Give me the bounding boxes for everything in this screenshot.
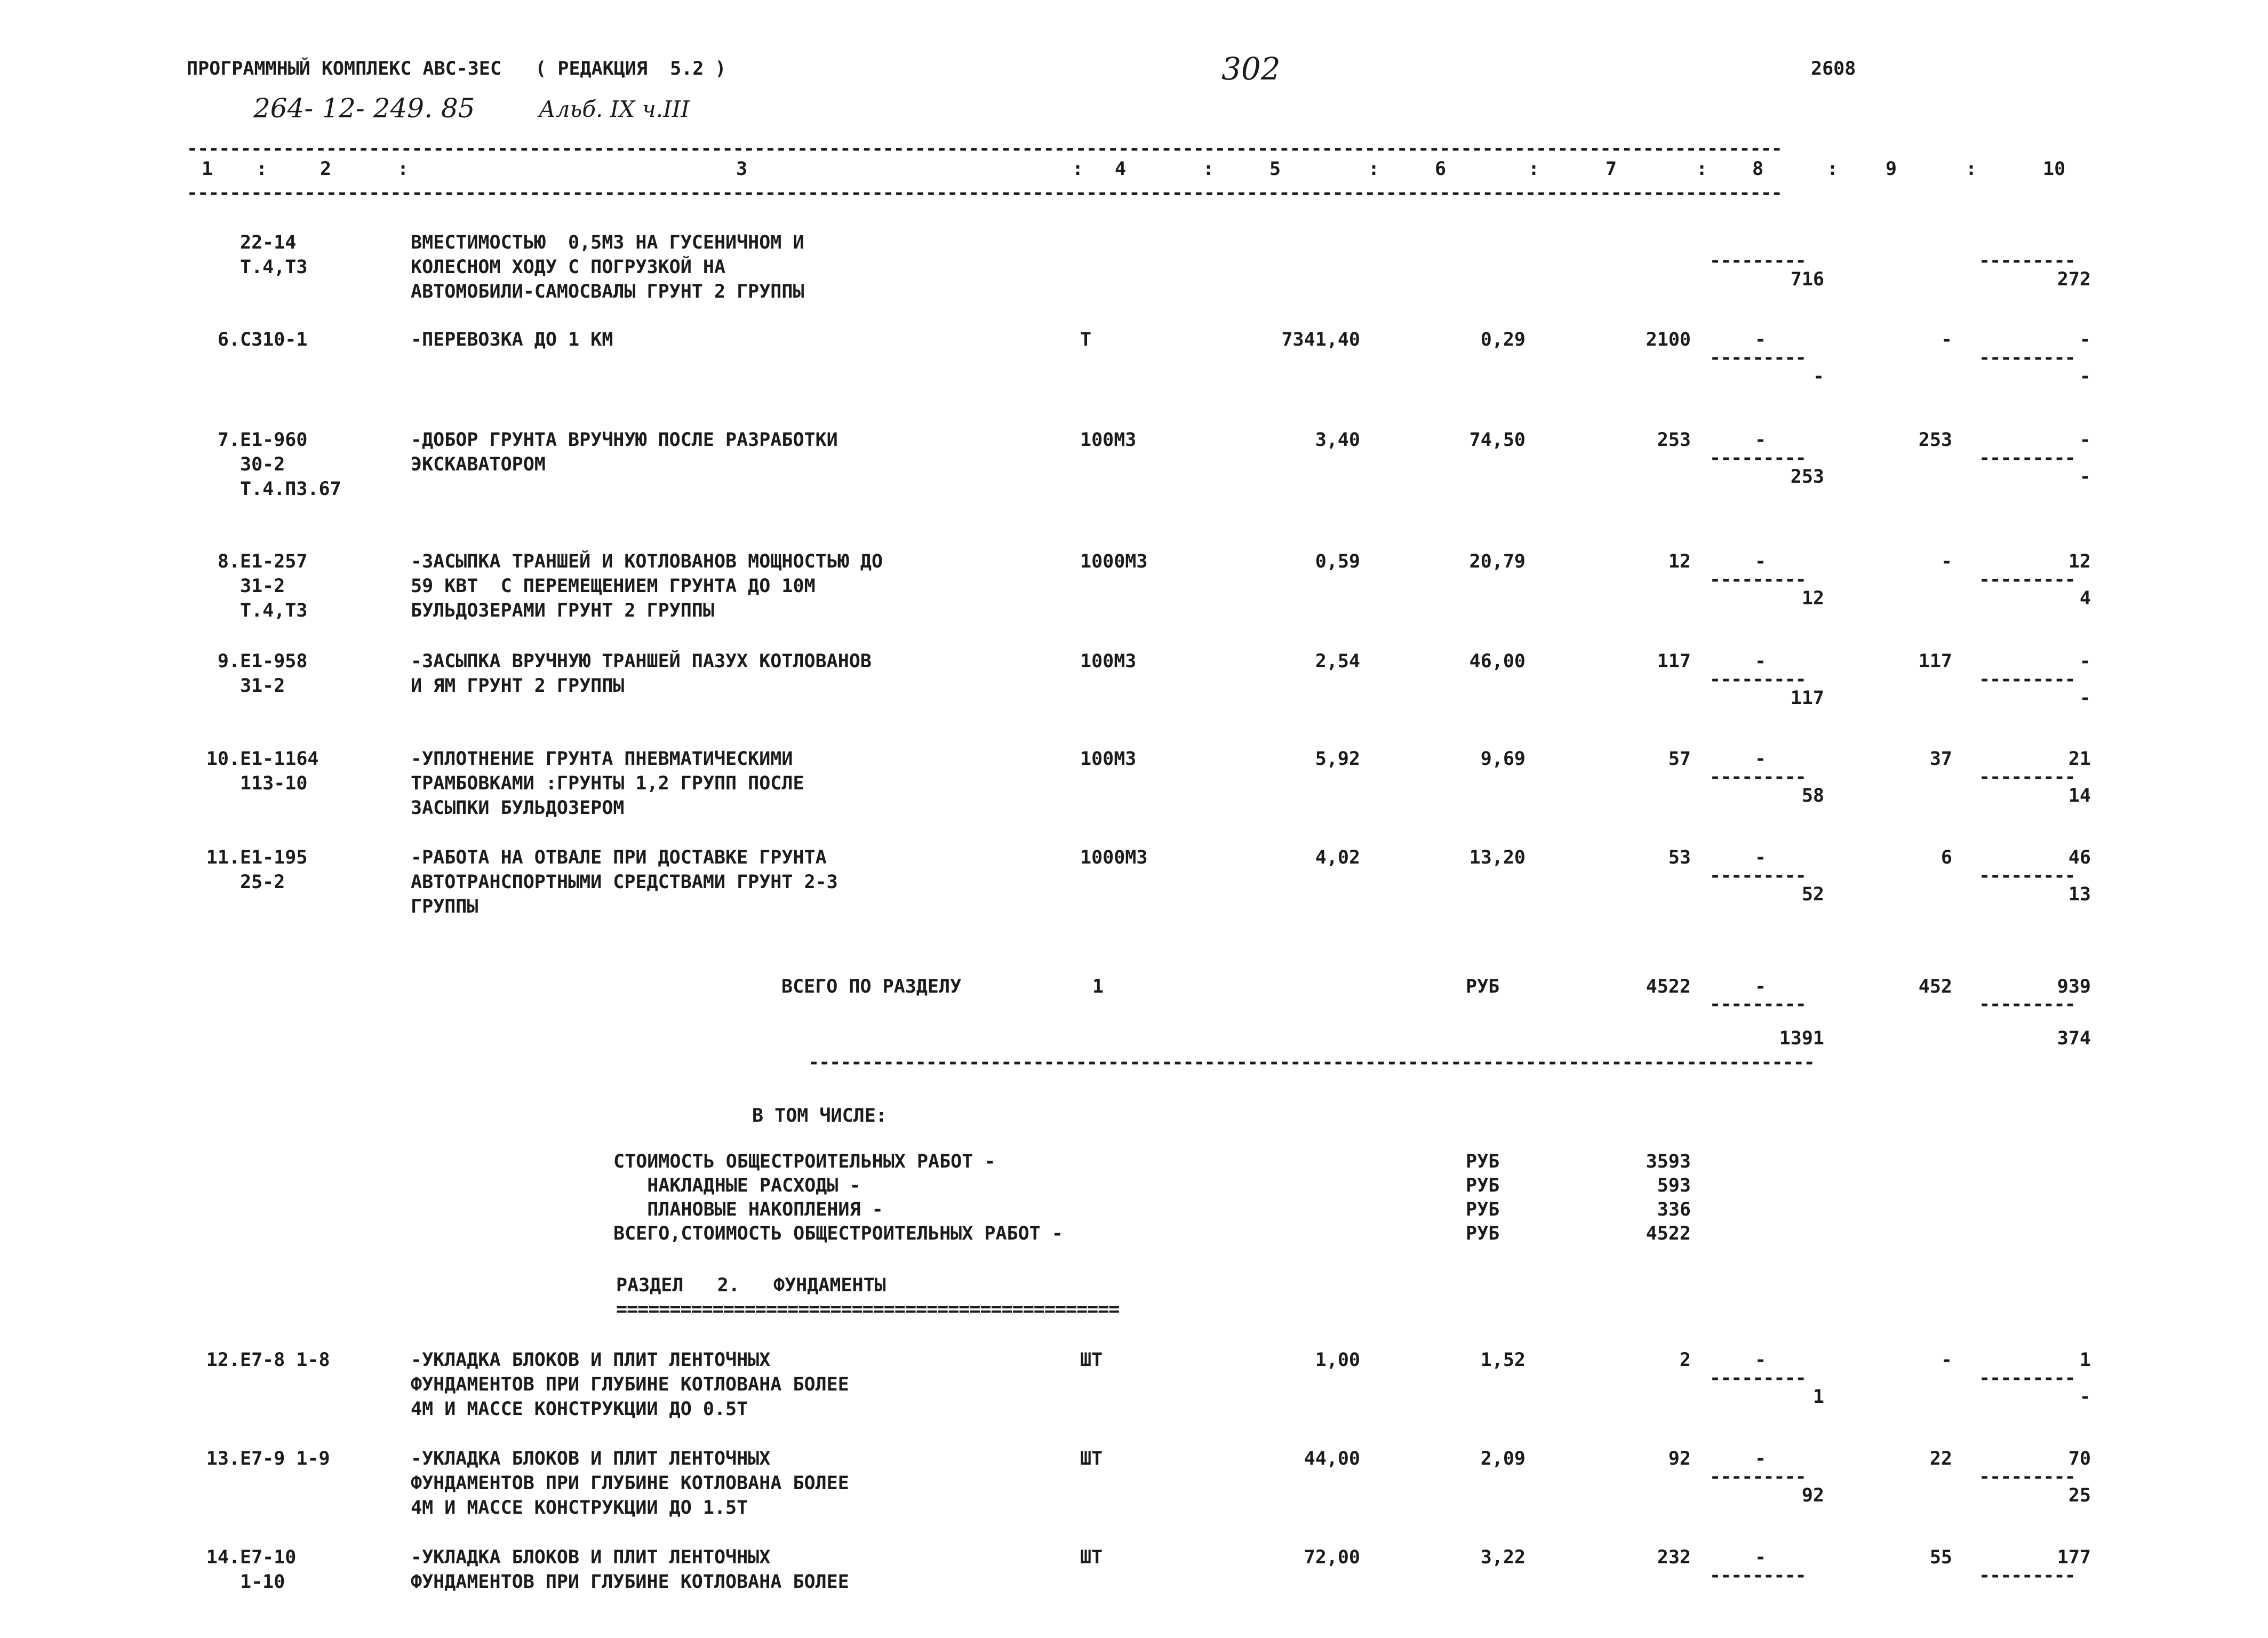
- row-total: 53: [1668, 847, 1691, 868]
- row-unit-price: 46,00: [1469, 651, 1526, 672]
- row-number: 14.: [206, 1547, 240, 1568]
- row-col8-bottom: 253: [1790, 466, 1824, 488]
- column-header-6: 6: [1435, 158, 1447, 180]
- row-code: 22-14 Т.4,Т3: [240, 232, 308, 278]
- section-total-c8-rule: ---------: [1710, 994, 1806, 1015]
- column-separator: :: [1966, 158, 1977, 180]
- row-unit: ШТ: [1080, 1448, 1103, 1469]
- row-col10-bottom: -: [2079, 366, 2091, 387]
- row-col10-rule: ---------: [1979, 347, 2075, 369]
- row-col10-top: 1: [2079, 1349, 2091, 1371]
- row-code: Е1-195 25-2: [240, 847, 308, 893]
- section-total-c10-bottom: 374: [2057, 1028, 2091, 1049]
- row-unit: ШТ: [1080, 1547, 1103, 1568]
- row-col8-bottom: 92: [1801, 1485, 1824, 1506]
- row-col8-rule: ---------: [1710, 766, 1806, 788]
- column-separator: :: [1528, 158, 1540, 180]
- breakdown-heading: В ТОМ ЧИСЛЕ:: [752, 1105, 887, 1126]
- row-unit-price: 3,22: [1480, 1547, 1526, 1568]
- row-quantity: 72,00: [1304, 1547, 1360, 1568]
- row-col8-rule: ---------: [1710, 1368, 1806, 1389]
- section-total-number: 1: [1092, 976, 1104, 997]
- breakdown-value: 4522: [1646, 1223, 1691, 1244]
- row-col8-rule: ---------: [1710, 865, 1806, 886]
- column-separator: :: [397, 158, 409, 180]
- column-separator: :: [1072, 158, 1084, 180]
- row-col8-bottom: 117: [1790, 688, 1824, 709]
- column-header-2: 2: [320, 158, 332, 180]
- row-unit-price: 74,50: [1469, 429, 1526, 451]
- program-header: ПРОГРАММНЫЙ КОМПЛЕКС АВС-3ЕС ( РЕДАКЦИЯ 5.2 ): [187, 58, 726, 79]
- row-col8-bottom: 58: [1801, 785, 1824, 806]
- row-description: -ЗАСЫПКА ВРУЧНУЮ ТРАНШЕЙ ПАЗУХ КОТЛОВАНОВ И ЯМ ГРУНТ 2 ГРУППЫ: [411, 651, 872, 697]
- row-col10-bottom: -: [2079, 1386, 2091, 1408]
- row-col10-top: 46: [2068, 847, 2091, 868]
- row-code: Е1-257 31-2 Т.4,Т3: [240, 551, 308, 621]
- row-unit: 1000М3: [1080, 847, 1148, 868]
- column-header-10: 10: [2043, 158, 2066, 180]
- document-code: 2608: [1811, 58, 1856, 79]
- row-description: -РАБОТА НА ОТВАЛЕ ПРИ ДОСТАВКЕ ГРУНТА АВТОТРАНСПОРТНЫМИ СРЕДСТВАМИ ГРУНТ 2-3 ГРУППЫ: [411, 847, 838, 917]
- column-header-5: 5: [1269, 158, 1281, 180]
- breakdown-unit: РУБ: [1466, 1199, 1500, 1220]
- row-number: 13.: [206, 1448, 240, 1469]
- row-quantity: 4,02: [1315, 847, 1360, 868]
- row-col10-rule: ---------: [1979, 448, 2075, 469]
- row-description: -ДОБОР ГРУНТА ВРУЧНУЮ ПОСЛЕ РАЗРАБОТКИ ЭКСКАВАТОРОМ: [411, 429, 838, 475]
- row-number: 6.: [217, 329, 240, 350]
- row-col8-top: -: [1755, 847, 1767, 868]
- row-col8-bottom: -: [1812, 366, 1824, 387]
- column-header-9: 9: [1886, 158, 1897, 180]
- row-col8-top: -: [1755, 551, 1767, 572]
- row-col10-top: -: [2079, 329, 2091, 350]
- row-col10-rule: ---------: [1979, 1565, 2075, 1586]
- row-unit-price: 13,20: [1469, 847, 1526, 868]
- row-total: 253: [1657, 429, 1691, 451]
- row-unit: 100М3: [1080, 748, 1137, 770]
- row-code: Е7-10 1-10: [240, 1547, 297, 1593]
- row-col8-bottom: 52: [1801, 884, 1824, 905]
- row-col8-rule: ---------: [1710, 569, 1806, 590]
- row-col10-bottom: 25: [2068, 1485, 2091, 1506]
- breakdown-value: 3593: [1646, 1151, 1691, 1172]
- row-col8-rule: ---------: [1710, 347, 1806, 369]
- row-description: -ЗАСЫПКА ТРАНШЕЙ И КОТЛОВАНОВ МОЩНОСТЬЮ ДО 59 КВТ С ПЕРЕМЕЩЕНИЕМ ГРУНТА ДО 10М БУЛЬДОЗЕРАМИ ГРУНТ 2 ГРУППЫ: [411, 551, 883, 621]
- row-quantity: 3,40: [1315, 429, 1360, 451]
- row-col10-rule: ---------: [1979, 766, 2075, 788]
- breakdown-value: 336: [1657, 1199, 1691, 1220]
- row-col8-top: -: [1755, 429, 1767, 451]
- row-number: 8.: [217, 551, 240, 572]
- row-description: -УКЛАДКА БЛОКОВ И ПЛИТ ЛЕНТОЧНЫХ ФУНДАМЕНТОВ ПРИ ГЛУБИНЕ КОТЛОВАНА БОЛЕЕ: [411, 1547, 849, 1593]
- row-description: -УКЛАДКА БЛОКОВ И ПЛИТ ЛЕНТОЧНЫХ ФУНДАМЕНТОВ ПРИ ГЛУБИНЕ КОТЛОВАНА БОЛЕЕ 4М И МАССЕ КОНСТРУКЦИИ ДО 0.5Т: [411, 1349, 849, 1420]
- section-total-label: ВСЕГО ПО РАЗДЕЛУ: [781, 976, 962, 997]
- header-rule-bottom: -----------------------------------------------------------------------------------------------------------------------------------------------------: [187, 182, 1782, 204]
- breakdown-label: НАКЛАДНЫЕ РАСХОДЫ -: [613, 1175, 861, 1196]
- row-col8-top: -: [1755, 1448, 1767, 1469]
- row-code: Е7-8 1-8: [240, 1349, 330, 1371]
- row-unit: 1000М3: [1080, 551, 1148, 572]
- column-header-3: 3: [736, 158, 748, 180]
- row-col8-top: -: [1755, 651, 1767, 672]
- row-col9: 6: [1940, 847, 1952, 868]
- row-col8-top: -: [1755, 748, 1767, 770]
- row-col8-top: -: [1755, 329, 1767, 350]
- row-unit-price: 20,79: [1469, 551, 1526, 572]
- row-col10-rule: ---------: [1979, 250, 2075, 271]
- row-col10-bottom: 13: [2068, 884, 2091, 905]
- row-total: 2: [1679, 1349, 1691, 1371]
- row-col10-rule: ---------: [1979, 1466, 2075, 1488]
- row-quantity: 5,92: [1315, 748, 1360, 770]
- section-total-value: 4522: [1646, 976, 1691, 997]
- row-col10-rule: ---------: [1979, 669, 2075, 690]
- row-unit: 100М3: [1080, 651, 1137, 672]
- row-quantity: 7341,40: [1281, 329, 1360, 350]
- row-description: -УПЛОТНЕНИЕ ГРУНТА ПНЕВМАТИЧЕСКИМИ ТРАМБОВКАМИ :ГРУНТЫ 1,2 ГРУПП ПОСЛЕ ЗАСЫПКИ БУЛЬДОЗЕРОМ: [411, 748, 804, 819]
- section-2-underline: ===============================================: [616, 1299, 1120, 1320]
- row-col8-rule: ---------: [1710, 1565, 1806, 1586]
- row-col8-bottom: 1: [1812, 1386, 1824, 1408]
- row-col9: -: [1940, 551, 1952, 572]
- row-number: 7.: [217, 429, 240, 451]
- row-col8-rule: ---------: [1710, 669, 1806, 690]
- section-total-c8-top: -: [1755, 976, 1767, 997]
- column-header-4: 4: [1115, 158, 1127, 180]
- breakdown-label: СТОИМОСТЬ ОБЩЕСТРОИТЕЛЬНЫХ РАБОТ -: [613, 1151, 996, 1172]
- row-quantity: 2,54: [1315, 651, 1360, 672]
- row-col10-bottom: 4: [2079, 588, 2091, 609]
- header-rule-top: -----------------------------------------------------------------------------------------------------------------------------------------------------: [187, 138, 1782, 159]
- row-col8-rule: ---------: [1710, 448, 1806, 469]
- row-col10-bottom: -: [2079, 688, 2091, 709]
- row-col8-bottom: 716: [1790, 269, 1824, 290]
- column-header-8: 8: [1752, 158, 1764, 180]
- row-code: Е7-9 1-9: [240, 1448, 330, 1469]
- row-col10-top: 12: [2068, 551, 2091, 572]
- row-unit: ШТ: [1080, 1349, 1103, 1371]
- row-unit: Т: [1080, 329, 1092, 350]
- row-total: 2100: [1646, 329, 1691, 350]
- row-col9: 37: [1929, 748, 1952, 770]
- row-total: 92: [1668, 1448, 1691, 1469]
- row-col8-rule: ---------: [1710, 1466, 1806, 1488]
- breakdown-label: ПЛАНОВЫЕ НАКОПЛЕНИЯ -: [613, 1199, 883, 1220]
- row-quantity: 1,00: [1315, 1349, 1360, 1371]
- row-col8-bottom: 12: [1801, 588, 1824, 609]
- section-total-c10-rule: ---------: [1979, 994, 2075, 1015]
- breakdown-unit: РУБ: [1466, 1175, 1500, 1196]
- breakdown-unit: РУБ: [1466, 1151, 1500, 1172]
- row-col9: 253: [1918, 429, 1952, 451]
- row-code: Е1-958 31-2: [240, 651, 308, 697]
- row-code: Е1-1164 113-10: [240, 748, 319, 794]
- row-total: 117: [1657, 651, 1691, 672]
- row-unit-price: 9,69: [1480, 748, 1526, 770]
- row-col10-rule: ---------: [1979, 1368, 2075, 1389]
- breakdown-unit: РУБ: [1466, 1223, 1500, 1244]
- breakdown-label: ВСЕГО,СТОИМОСТЬ ОБЩЕСТРОИТЕЛЬНЫХ РАБОТ -: [613, 1223, 1063, 1244]
- row-total: 57: [1668, 748, 1691, 770]
- row-total: 232: [1657, 1547, 1691, 1568]
- column-separator: :: [1368, 158, 1380, 180]
- row-col10-top: 177: [2057, 1547, 2091, 1568]
- row-description: ВМЕСТИМОСТЬЮ 0,5М3 НА ГУСЕНИЧНОМ И КОЛЕСНОМ ХОДУ С ПОГРУЗКОЙ НА АВТОМОБИЛИ-САМОСВАЛЫ ГРУНТ 2 ГРУППЫ: [411, 232, 804, 302]
- row-number: 10.: [206, 748, 240, 770]
- row-code: Е1-960 30-2 Т.4.П3.67: [240, 429, 341, 500]
- row-unit-price: 2,09: [1480, 1448, 1526, 1469]
- row-col8-top: -: [1755, 1349, 1767, 1371]
- row-col9: 55: [1929, 1547, 1952, 1568]
- row-col10-bottom: 14: [2068, 785, 2091, 806]
- row-col10-top: 21: [2068, 748, 2091, 770]
- column-separator: :: [256, 158, 268, 180]
- project-reference: 264- 12- 249. 85: [253, 93, 475, 124]
- row-col10-rule: ---------: [1979, 865, 2075, 886]
- row-col9: -: [1940, 329, 1952, 350]
- row-col8-top: -: [1755, 1547, 1767, 1568]
- section-total-c8-bottom: 1391: [1779, 1028, 1824, 1049]
- section-total-unit: РУБ: [1466, 976, 1500, 997]
- row-col10-top: 70: [2068, 1448, 2091, 1469]
- row-number: 11.: [206, 847, 240, 868]
- row-col10-rule: ---------: [1979, 569, 2075, 590]
- row-col10-top: -: [2079, 429, 2091, 451]
- row-col9: 117: [1918, 651, 1952, 672]
- row-col9: -: [1940, 1349, 1952, 1371]
- column-separator: :: [1827, 158, 1839, 180]
- row-number: 12.: [206, 1349, 240, 1371]
- row-description: -ПЕРЕВОЗКА ДО 1 КМ: [411, 329, 613, 350]
- row-quantity: 44,00: [1304, 1448, 1360, 1469]
- row-description: -УКЛАДКА БЛОКОВ И ПЛИТ ЛЕНТОЧНЫХ ФУНДАМЕНТОВ ПРИ ГЛУБИНЕ КОТЛОВАНА БОЛЕЕ 4М И МАССЕ КОНСТРУКЦИИ ДО 1.5Т: [411, 1448, 849, 1519]
- row-col10-bottom: 272: [2057, 269, 2091, 290]
- column-header-1: 1: [202, 158, 213, 180]
- row-total: 12: [1668, 551, 1691, 572]
- section-2-title: РАЗДЕЛ 2. ФУНДАМЕНТЫ: [616, 1275, 886, 1296]
- row-code: С310-1: [240, 329, 308, 350]
- row-col10-top: -: [2079, 651, 2091, 672]
- row-number: 9.: [217, 651, 240, 672]
- section-total-c9: 452: [1918, 976, 1952, 997]
- column-separator: :: [1203, 158, 1215, 180]
- section-total-rule: ----------------------------------------------------------------------------------------------: [808, 1052, 1815, 1073]
- row-unit-price: 1,52: [1480, 1349, 1526, 1371]
- column-separator: :: [1696, 158, 1708, 180]
- row-col8-rule: ---------: [1710, 250, 1806, 271]
- page-number: 302: [1221, 51, 1281, 87]
- row-unit: 100М3: [1080, 429, 1137, 451]
- row-quantity: 0,59: [1315, 551, 1360, 572]
- section-total-c10-top: 939: [2057, 976, 2091, 997]
- column-header-7: 7: [1606, 158, 1617, 180]
- row-col9: 22: [1929, 1448, 1952, 1469]
- row-unit-price: 0,29: [1480, 329, 1526, 350]
- album-reference: Альб. IX ч.III: [539, 96, 690, 122]
- breakdown-value: 593: [1657, 1175, 1691, 1196]
- row-col10-bottom: -: [2079, 466, 2091, 488]
